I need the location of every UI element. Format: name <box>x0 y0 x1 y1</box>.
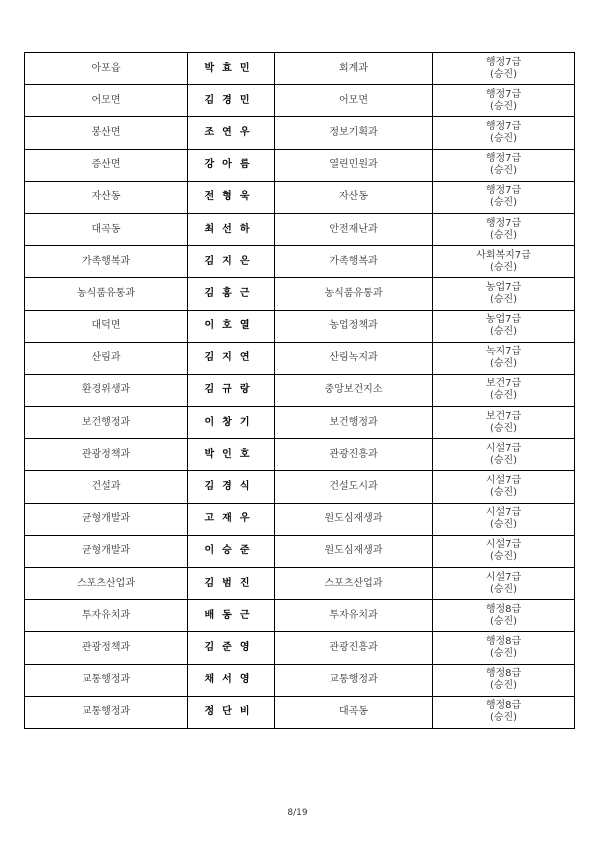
promotion-note: (승진) <box>489 680 518 692</box>
grade-label: 행정7급 <box>485 185 522 197</box>
grade-cell <box>433 407 575 439</box>
grade-cell <box>433 117 575 149</box>
previous-department-cell: 환경위생과 <box>25 374 188 406</box>
new-department-cell: 스포츠산업과 <box>275 568 433 600</box>
previous-department-cell: 아포읍 <box>25 53 188 85</box>
promotion-note: (승진) <box>489 326 518 338</box>
grade-cell <box>433 535 575 567</box>
employee-name-cell: 최선하 <box>188 213 275 245</box>
new-department-cell: 원도심재생과 <box>275 503 433 535</box>
new-department-cell: 교통행정과 <box>275 664 433 696</box>
table-row <box>25 246 575 278</box>
employee-name-cell: 강아름 <box>188 149 275 181</box>
grade-label: 보건7급 <box>485 378 522 390</box>
table-row <box>25 535 575 567</box>
table-row <box>25 149 575 181</box>
previous-department-cell: 어모면 <box>25 85 188 117</box>
table-row <box>25 471 575 503</box>
new-department-cell: 자산동 <box>275 181 433 213</box>
grade-cell <box>433 342 575 374</box>
grade-cell <box>433 53 575 85</box>
promotion-note: (승진) <box>489 68 518 80</box>
grade-label: 농업7급 <box>485 314 522 326</box>
table-row <box>25 85 575 117</box>
grade-label: 행정7급 <box>485 120 522 132</box>
promotion-note: (승진) <box>489 647 518 659</box>
promotion-note: (승진) <box>489 615 518 627</box>
table-row <box>25 632 575 664</box>
promotion-note: (승진) <box>489 261 518 273</box>
promotion-note: (승진) <box>489 100 518 112</box>
employee-name-cell: 김준영 <box>188 632 275 664</box>
new-department-cell: 중앙보건지소 <box>275 374 433 406</box>
grade-label: 시설7급 <box>485 442 522 454</box>
employee-name-cell: 김지연 <box>188 342 275 374</box>
grade-cell <box>433 85 575 117</box>
table-row <box>25 600 575 632</box>
grade-label: 사회복지7급 <box>476 249 531 261</box>
grade-cell <box>433 568 575 600</box>
promotion-note: (승진) <box>489 487 518 499</box>
grade-label: 행정8급 <box>485 603 522 615</box>
promotion-note: (승진) <box>489 390 518 402</box>
employee-name-cell: 고재우 <box>188 503 275 535</box>
new-department-cell: 어모면 <box>275 85 433 117</box>
new-department-cell: 관광진흥과 <box>275 439 433 471</box>
grade-cell <box>433 278 575 310</box>
grade-cell <box>433 632 575 664</box>
grade-cell <box>433 664 575 696</box>
new-department-cell: 산림녹지과 <box>275 342 433 374</box>
grade-label: 행정8급 <box>485 635 522 647</box>
previous-department-cell: 건설과 <box>25 471 188 503</box>
new-department-cell: 원도심재생과 <box>275 535 433 567</box>
employee-name-cell: 김규랑 <box>188 374 275 406</box>
new-department-cell: 보건행정과 <box>275 407 433 439</box>
grade-label: 시설7급 <box>485 539 522 551</box>
grade-cell <box>433 310 575 342</box>
grade-label: 농업7급 <box>485 281 522 293</box>
grade-label: 보건7급 <box>485 410 522 422</box>
promotion-note: (승진) <box>489 132 518 144</box>
previous-department-cell: 자산동 <box>25 181 188 213</box>
grade-label: 행정8급 <box>485 668 522 680</box>
grade-label: 녹지7급 <box>485 346 522 358</box>
table-row <box>25 696 575 728</box>
new-department-cell: 농업정책과 <box>275 310 433 342</box>
employee-name-cell: 채서영 <box>188 664 275 696</box>
grade-cell <box>433 374 575 406</box>
table-row <box>25 53 575 85</box>
table-row <box>25 439 575 471</box>
previous-department-cell: 가족행복과 <box>25 246 188 278</box>
table-row <box>25 503 575 535</box>
employee-name-cell: 전형욱 <box>188 181 275 213</box>
employee-name-cell: 김범진 <box>188 568 275 600</box>
table-row <box>25 664 575 696</box>
grade-cell <box>433 439 575 471</box>
grade-cell <box>433 246 575 278</box>
new-department-cell: 안전재난과 <box>275 213 433 245</box>
previous-department-cell: 스포츠산업과 <box>25 568 188 600</box>
employee-name-cell: 김경식 <box>188 471 275 503</box>
grade-cell <box>433 696 575 728</box>
previous-department-cell: 균형개발과 <box>25 535 188 567</box>
promotion-note: (승진) <box>489 197 518 209</box>
grade-label: 행정7급 <box>485 153 522 165</box>
previous-department-cell: 농식품유통과 <box>25 278 188 310</box>
new-department-cell: 가족행복과 <box>275 246 433 278</box>
grade-cell <box>433 149 575 181</box>
promotion-note: (승진) <box>489 454 518 466</box>
employee-name-cell: 이창기 <box>188 407 275 439</box>
grade-cell <box>433 181 575 213</box>
grade-cell <box>433 213 575 245</box>
previous-department-cell: 관광정책과 <box>25 632 188 664</box>
grade-label: 시설7급 <box>485 571 522 583</box>
personnel-table-body <box>25 53 575 729</box>
personnel-table <box>24 52 575 729</box>
previous-department-cell: 보건행정과 <box>25 407 188 439</box>
new-department-cell: 대곡동 <box>275 696 433 728</box>
employee-name-cell: 조연우 <box>188 117 275 149</box>
promotion-note: (승진) <box>489 519 518 531</box>
table-row <box>25 568 575 600</box>
previous-department-cell: 산림과 <box>25 342 188 374</box>
table-row <box>25 181 575 213</box>
table-row <box>25 342 575 374</box>
grade-label: 행정7급 <box>485 88 522 100</box>
promotion-note: (승진) <box>489 422 518 434</box>
employee-name-cell: 이호열 <box>188 310 275 342</box>
employee-name-cell: 김경민 <box>188 85 275 117</box>
employee-name-cell: 박인호 <box>188 439 275 471</box>
table-row <box>25 117 575 149</box>
new-department-cell: 관광진흥과 <box>275 632 433 664</box>
new-department-cell: 정보기획과 <box>275 117 433 149</box>
table-row <box>25 407 575 439</box>
promotion-note: (승진) <box>489 358 518 370</box>
previous-department-cell: 봉산면 <box>25 117 188 149</box>
promotion-note: (승진) <box>489 165 518 177</box>
employee-name-cell: 김홍근 <box>188 278 275 310</box>
new-department-cell: 투자유치과 <box>275 600 433 632</box>
table-row <box>25 213 575 245</box>
employee-name-cell: 박효민 <box>188 53 275 85</box>
table-row <box>25 310 575 342</box>
page-number: 8/19 <box>287 808 308 818</box>
new-department-cell: 회계과 <box>275 53 433 85</box>
grade-label: 행정8급 <box>485 700 522 712</box>
previous-department-cell: 투자유치과 <box>25 600 188 632</box>
promotion-note: (승진) <box>489 583 518 595</box>
promotion-note: (승진) <box>489 551 518 563</box>
previous-department-cell: 관광정책과 <box>25 439 188 471</box>
employee-name-cell: 이승준 <box>188 535 275 567</box>
grade-cell <box>433 503 575 535</box>
grade-cell <box>433 471 575 503</box>
table-row <box>25 374 575 406</box>
employee-name-cell: 정단비 <box>188 696 275 728</box>
previous-department-cell: 교통행정과 <box>25 664 188 696</box>
promotion-note: (승진) <box>489 712 518 724</box>
employee-name-cell: 배동근 <box>188 600 275 632</box>
new-department-cell: 건설도시과 <box>275 471 433 503</box>
new-department-cell: 농식품유통과 <box>275 278 433 310</box>
previous-department-cell: 균형개발과 <box>25 503 188 535</box>
new-department-cell: 열린민원과 <box>275 149 433 181</box>
promotion-note: (승진) <box>489 229 518 241</box>
grade-label: 시설7급 <box>485 475 522 487</box>
previous-department-cell: 교통행정과 <box>25 696 188 728</box>
grade-label: 행정7급 <box>485 56 522 68</box>
table-row <box>25 278 575 310</box>
previous-department-cell: 대곡동 <box>25 213 188 245</box>
grade-cell <box>433 600 575 632</box>
grade-label: 시설7급 <box>485 507 522 519</box>
grade-label: 행정7급 <box>485 217 522 229</box>
employee-name-cell: 김지은 <box>188 246 275 278</box>
previous-department-cell: 증산면 <box>25 149 188 181</box>
promotion-note: (승진) <box>489 293 518 305</box>
previous-department-cell: 대덕면 <box>25 310 188 342</box>
